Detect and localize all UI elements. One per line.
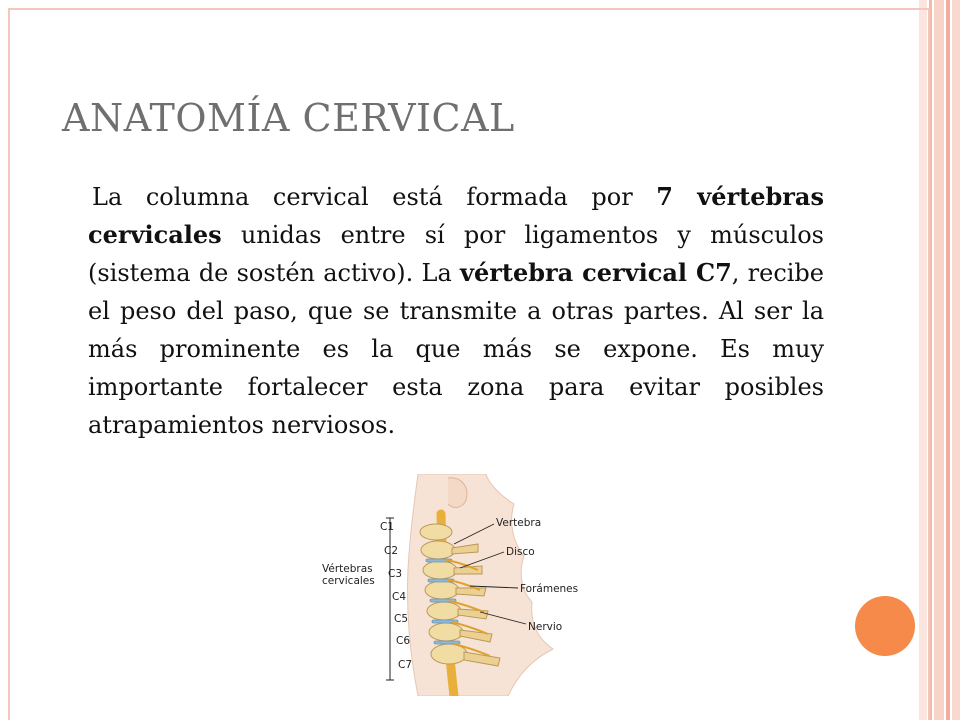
group-label: cervicales (322, 575, 375, 587)
body-bold-phrase: vértebra cervical C7 (460, 258, 732, 287)
spinous-process (456, 588, 486, 596)
vertebra-label: C6 (396, 635, 411, 647)
vertebra-c1 (420, 524, 452, 540)
vertebra-c5 (427, 602, 461, 620)
vertebra-c2 (421, 541, 455, 559)
body-text-run: La columna cervical está formada por (92, 183, 657, 211)
body-text-run: unidas entre sí por ligamentos y músculos (sistema de sostén activo). La (88, 221, 824, 287)
vertebra-label: C7 (398, 659, 413, 671)
vertebra-c4 (425, 581, 459, 599)
callout-label-nerve: Nervio (528, 621, 563, 633)
callout-label-foramina: Forámenes (520, 583, 579, 595)
decor-stripe (952, 0, 960, 720)
vertebra-c3 (423, 561, 457, 579)
decor-stripe (934, 0, 944, 720)
body-bold-phrase: 7 vértebras cervicales (88, 182, 824, 249)
vertebra-label: C1 (380, 521, 395, 533)
vertebra-label: C4 (392, 591, 407, 603)
group-label: Vértebras (322, 563, 373, 575)
slide-title: ANATOMÍA CERVICAL (62, 96, 515, 140)
body-text-run: , recibe el peso del paso, que se transmite a otras partes. Al ser la más prominente es la que más se expone. Es muy importante fortalecer esta zona para evitar posibles atrapamientos nerviosos. (88, 259, 824, 439)
vertebra-c6 (429, 623, 463, 641)
vertebra-label: C5 (394, 613, 409, 625)
decor-orange-circle (855, 596, 915, 656)
callout-label-disc: Disco (506, 546, 535, 558)
slide-body-text (88, 178, 824, 444)
cervical-spine-diagram (318, 474, 586, 696)
callout-label-vertebra: Vertebra (496, 517, 542, 529)
vertebra-label: C2 (384, 545, 399, 557)
cervical-spine-illustration (318, 474, 586, 696)
vertebra-label: C3 (388, 568, 403, 580)
decor-stripe (946, 0, 950, 720)
